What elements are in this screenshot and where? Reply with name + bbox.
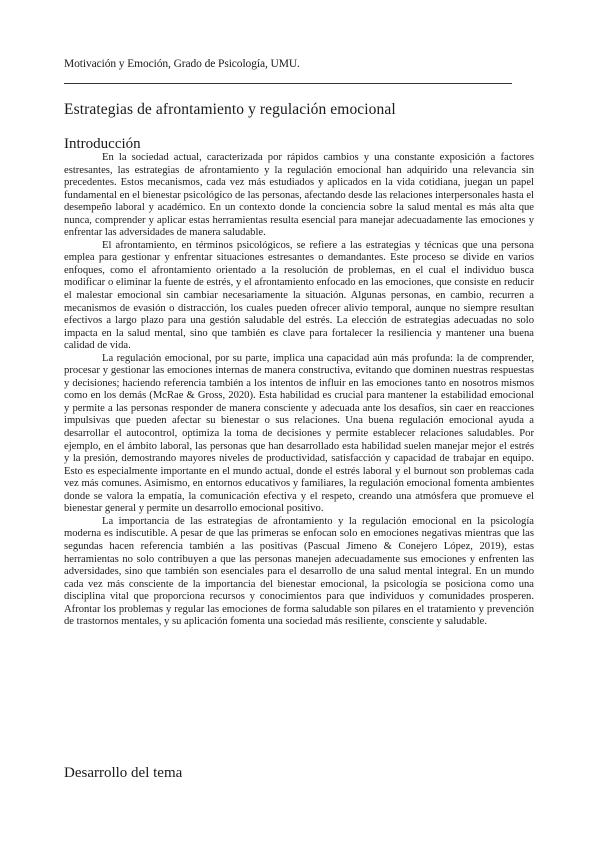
course-header: Motivación y Emoción, Grado de Psicología, UMU.	[64, 58, 300, 70]
paragraph: El afrontamiento, en términos psicológicos, se refiere a las estrategias y técnicas que una persona emplea para gestionar y enfrentar situaciones estresantes o demandantes. Este proceso se divide en varios enfoques, como el afrontamiento orientado a la resolución de problemas, en el cual el individuo busca modificar o eliminar la fuente de estrés, y el afrontamiento enfocado en las emociones, que consiste en reducir el malestar emocional sin cambiar necesariamente la situación. Algunas personas, en cambio, recurren a mecanismos de evasión o distracción, los cuales pueden ofrecer alivio temporal, aunque no siempre resultan efectivos a largo plazo para una gestión saludable del estrés. La elección de estrategias adecuadas no solo impacta en la salud mental, sino que también es clave para fortalecer la resiliencia y mantener una buena calidad de vida.	[64, 239, 534, 352]
paragraph: En la sociedad actual, caracterizada por rápidos cambios y una constante exposición a factores estresantes, las estrategias de afrontamiento y la regulación emocional han adquirido una relevancia sin precedentes. Estos mecanismos, cada vez más estudiados y aplicados en la vida cotidiana, juegan un papel fundamental en el bienestar psicológico de las personas, afectando desde las relaciones interpersonales hasta el desempeño laboral y académico. En un contexto donde la conciencia sobre la salud mental es más alta que nunca, comprender y aplicar estas herramientas resulta esencial para manejar adecuadamente las emociones y enfrentar las adversidades de manera saludable.	[64, 152, 534, 239]
paragraph: La importancia de las estrategias de afrontamiento y la regulación emocional en la psicología moderna es indiscutible. A pesar de que las primeras se enfocan solo en emociones negativas mientras que las segundas hacen referencia también a las positivas (Pascual Jimeno & Conejero López, 2019), estas herramientas no solo contribuyen a que las personas manejen adecuadamente sus emociones y enfrenten las adversidades, sino que también son esenciales para el desarrollo de una salud mental integral. En un mundo cada vez más consciente de la importancia del bienestar emocional, la psicología se posiciona como una disciplina vital que proporciona recursos y conocimientos para que individuos y comunidades prosperen. Afrontar los problemas y regular las emociones de forma saludable son pilares en el tratamiento y prevención de trastornos mentales, y su aplicación fomenta una sociedad más resiliente, consciente y saludable.	[64, 515, 534, 628]
document-title: Estrategias de afrontamiento y regulación emocional	[64, 101, 396, 118]
introduction-body	[64, 152, 534, 629]
paragraph: La regulación emocional, por su parte, implica una capacidad aún más profunda: la de comprender, procesar y gestionar las emociones internas de manera constructiva, evitando que dominen nuestras respuestas y decisiones; haciendo referencia también a los intentos de influir en las emociones tanto en nosotros mismos como en los demás (McRae & Gross, 2020). Esta habilidad es crucial para mantener la estabilidad emocional y permite a las personas responder de manera consciente y adecuada ante los desafíos, sin caer en reacciones impulsivas que pueden afectar su bienestar o sus relaciones. Una buena regulación emocional ayuda a desarrollar el autocontrol, optimiza la toma de decisiones y permite establecer relaciones saludables. Por ejemplo, en el ámbito laboral, las personas que han desarrollado esta habilidad suelen manejar mejor el estrés y la presión, demostrando mayores niveles de productividad, satisfacción y capacidad de trabajar en equipo. Esto es especialmente importante en el mundo actual, donde el estrés laboral y el burnout son problemas cada vez más comunes. Asimismo, en entornos educativos y familiares, la regulación emocional fomenta ambientes donde se valora la empatía, la comunicación efectiva y el respeto, creando una atmósfera que promueve el bienestar general y permite un desarrollo emocional positivo.	[64, 352, 534, 515]
header-divider	[64, 83, 512, 84]
section-heading-introduccion: Introducción	[64, 136, 141, 152]
section-heading-desarrollo: Desarrollo del tema	[64, 765, 183, 781]
